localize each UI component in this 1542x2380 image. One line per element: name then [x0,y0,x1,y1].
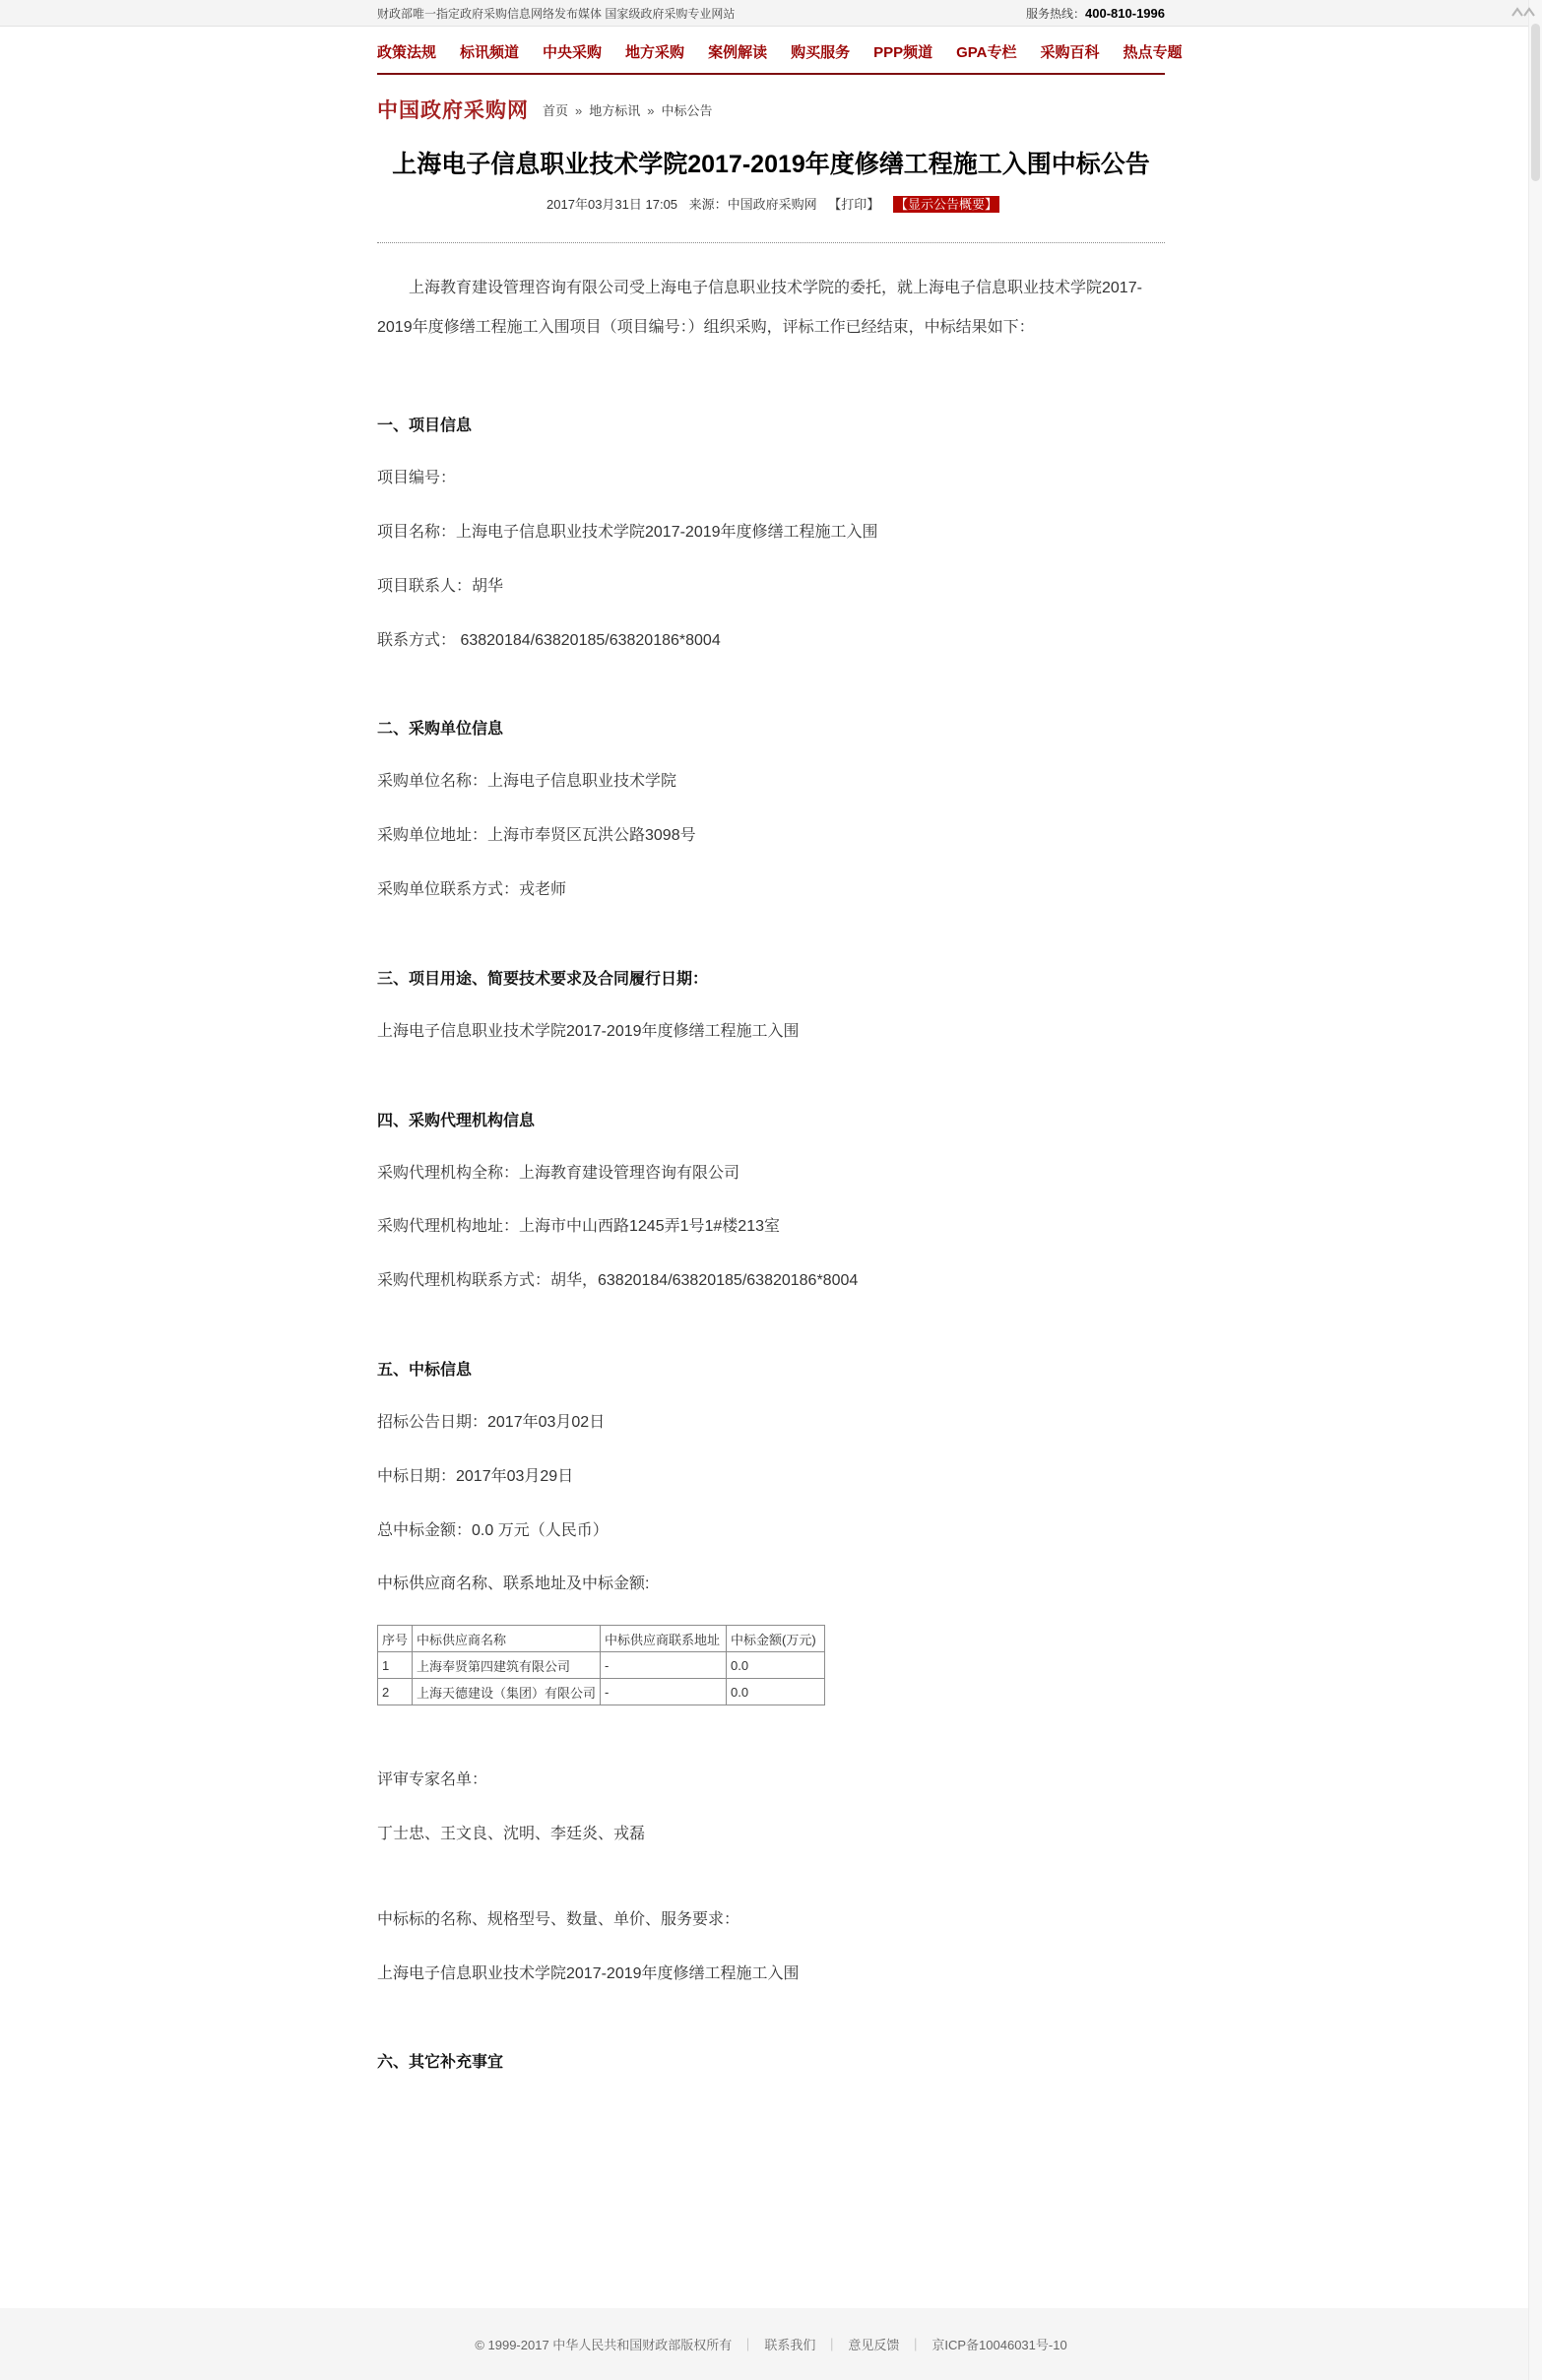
bottom-spacer [377,2072,1165,2308]
footer-separator: ｜ [741,2338,755,2353]
body-paragraph: 中标供应商名称、联系地址及中标金额: [377,1576,650,1593]
table-cell: 2 [378,1679,413,1705]
body-paragraph: 中标日期：2017年03月29日 [377,1467,574,1485]
page-footer [0,2308,1542,2380]
scrollbar-thumb[interactable] [1531,24,1540,181]
footer-text: © 1999-2017 中华人民共和国财政部版权所有 [475,2338,733,2353]
footer-link[interactable]: 意见反馈 [848,2338,900,2353]
section-heading: 六、其它补充事宜 [377,2054,504,2072]
body-paragraph: 上海电子信息职业技术学院2017-2019年度修缮工程施工入围 [377,1964,800,1982]
body-paragraph: 总中标金额：0.0 万元（人民币） [377,1521,609,1539]
body-paragraph: 项目联系人：胡华 [377,577,504,595]
table-cell: 0.0 [727,1652,825,1679]
table-header-cell: 中标供应商联系地址 [601,1626,727,1652]
table-cell: - [601,1652,727,1679]
nav-item[interactable]: 政策法规 [377,44,437,61]
breadcrumb-link[interactable]: 地方标讯 [589,102,641,118]
nav-item[interactable]: GPA专栏 [956,44,1017,61]
hotline-label: 服务热线： [1026,6,1086,21]
article [377,150,1165,2308]
footer-link[interactable]: 联系我们 [764,2338,816,2353]
table-header-cell: 中标供应商名称 [413,1626,601,1652]
body-paragraph: 评审专家名单： [377,1771,488,1789]
table-cell: 1 [378,1652,413,1679]
footer-separator: ｜ [909,2338,923,2353]
breadcrumb [543,100,713,119]
show-summary-button[interactable]: 【显示公告概要】 [894,197,997,213]
table-header-cell: 序号 [378,1626,413,1652]
article-source: 来源：中国政府采购网 [688,197,817,213]
breadcrumb-link[interactable]: 首页 [543,102,569,118]
table-header-row [378,1626,825,1652]
hotline-number: 400-810-1996 [1085,5,1165,21]
nav-item[interactable]: 热点专题 [1123,44,1183,61]
winners-table [377,1625,825,1705]
article-meta [377,194,1165,213]
body-paragraph: 采购单位联系方式：戎老师 [377,881,567,899]
table-cell: 0.0 [727,1679,825,1705]
body-paragraph: 联系方式： 63820184/63820185/63820186*8004 [377,631,721,649]
page-header [0,75,1542,134]
body-paragraph: 采购代理机构全称：上海教育建设管理咨询有限公司 [377,1164,740,1182]
site-slogan: 财政部唯一指定政府采购信息网络发布媒体 国家级政府采购专业网站 [377,6,736,21]
footer-text: 京ICP备10046031号-10 [932,2338,1067,2353]
breadcrumb-separator: » [575,102,583,118]
page-title: 上海电子信息职业技术学院2017-2019年度修缮工程施工入围中标公告 [392,151,1150,178]
scroll-top-icon[interactable] [1510,4,1536,22]
section-heading: 四、采购代理机构信息 [377,1112,536,1129]
section-heading: 二、采购单位信息 [377,721,504,739]
top-utility-bar [0,0,1542,27]
nav-item[interactable]: 采购百科 [1040,44,1100,61]
intro-paragraph: 上海教育建设管理咨询有限公司受上海电子信息职业技术学院的委托，就上海电子信息职业技术学院2017-2019年度修缮工程施工入围项目（项目编号：）组织采购，评标工作已经结束，中标结果如下： [377,280,1142,337]
table-cell: 上海奉贤第四建筑有限公司 [413,1652,601,1679]
table-row [378,1679,825,1705]
body-paragraph: 招标公告日期：2017年03月02日 [377,1414,606,1432]
publish-datetime: 2017年03月31日 17:05 [546,197,678,213]
body-paragraph: 项目名称：上海电子信息职业技术学院2017-2019年度修缮工程施工入围 [377,524,878,542]
table-cell: - [601,1679,727,1705]
service-hotline [1026,5,1165,22]
section-heading: 一、项目信息 [377,418,473,435]
body-paragraph: 中标标的名称、规格型号、数量、单价、服务要求： [377,1910,740,1928]
nav-item[interactable]: 案例解读 [708,44,768,61]
print-button[interactable]: 【打印】 [828,197,880,213]
table-header-cell: 中标金额(万元) [727,1626,825,1652]
article-body [377,413,1165,2072]
nav-item[interactable]: 中央采购 [543,44,603,61]
site-logo[interactable]: 中国政府采购网 [377,99,529,122]
nav-item[interactable]: 地方采购 [625,44,685,61]
nav-item[interactable]: 购买服务 [791,44,851,61]
section-heading: 三、项目用途、简要技术要求及合同履行日期： [377,970,709,988]
nav-item[interactable]: PPP频道 [873,44,933,61]
section-heading: 五、中标信息 [377,1362,473,1380]
body-paragraph: 项目编号： [377,470,457,487]
body-paragraph: 采购代理机构联系方式：胡华，63820184/63820185/63820186*8004 [377,1272,859,1290]
scrollbar-track[interactable] [1528,0,1542,2380]
breadcrumb-current: 中标公告 [661,102,713,118]
nav-item[interactable]: 标讯频道 [460,44,520,61]
body-paragraph: 采购代理机构地址：上海市中山西路1245弄1号1#楼213室 [377,1218,780,1236]
dotted-divider [377,242,1165,243]
body-paragraph: 采购单位地址：上海市奉贤区瓦洪公路3098号 [377,827,696,845]
table-row [378,1652,825,1679]
footer-separator: ｜ [825,2338,839,2353]
table-cell: 上海天德建设（集团）有限公司 [413,1679,601,1705]
body-paragraph: 上海电子信息职业技术学院2017-2019年度修缮工程施工入围 [377,1022,800,1040]
body-paragraph: 丁士忠、王文良、沈明、李廷炎、戎磊 [377,1826,646,1842]
breadcrumb-separator: » [647,102,655,118]
body-paragraph: 采购单位名称：上海电子信息职业技术学院 [377,773,677,791]
main-navigation [0,27,1542,75]
